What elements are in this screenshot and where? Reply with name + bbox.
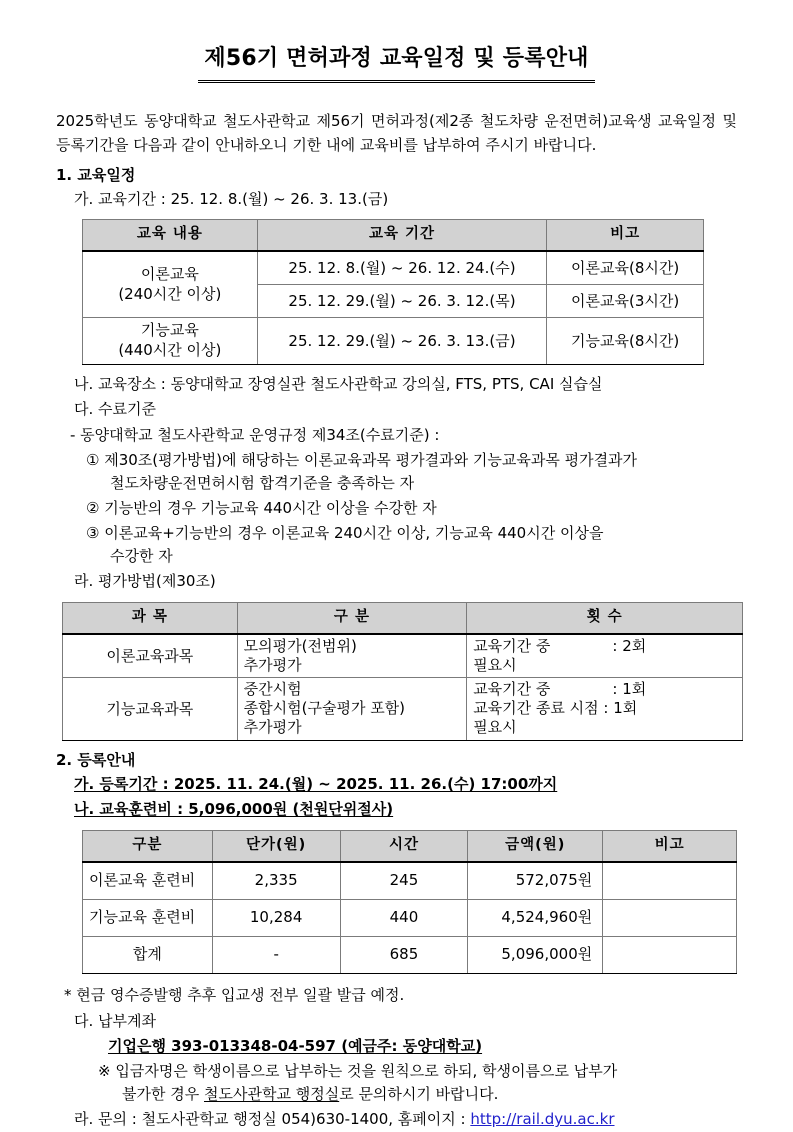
fee-cell-hours: 440 (340, 899, 468, 936)
schedule-content-hours: (240시간 이상) (118, 284, 222, 303)
fee-cell-hours: 245 (340, 862, 468, 900)
contact-text: 라. 문의 : 철도사관학교 행정실 054)630-1400, 홈페이지 : (74, 1110, 471, 1129)
evaluation-count-line: 교육기간 중 : 1회 (473, 679, 647, 698)
evaluation-division-line: 종합시험(구술평가 포함) (243, 699, 406, 718)
criteria-item-1 (86, 449, 737, 495)
criteria-text: 제30조(평가방법)에 해당하는 이론교육과목 평가결과와 기능교육과목 평가결과가 (104, 451, 638, 469)
schedule-cell-content-theory (83, 251, 258, 318)
evaluation-table-header-row (63, 602, 743, 633)
fee-header-division: 구분 (83, 830, 213, 861)
schedule-header-remark: 비고 (547, 220, 704, 251)
fee-table-header-row (83, 830, 737, 861)
schedule-cell-period: 25. 12. 8.(월) ~ 26. 12. 24.(수) (257, 251, 547, 285)
schedule-header-period: 교육 기간 (257, 220, 547, 251)
table-row (83, 251, 704, 285)
notice-line-2-pre: 불가한 경우 (122, 1085, 204, 1104)
section-2-heading: 2. 등록안내 (56, 750, 136, 769)
criteria-text: 이론교육+기능반의 경우 이론교육 240시간 이상, 기능교육 440시간 이상을 (104, 524, 604, 543)
schedule-cell-content-skill (83, 318, 258, 365)
fee-cell-unit-price: - (212, 936, 340, 973)
title-block (56, 42, 737, 83)
fee-cell-hours: 685 (340, 936, 468, 973)
tuition-fee-text: 나. 교육훈련비 : 5,096,000원 (천원단위절사) (74, 800, 394, 819)
fee-cell-amount: 572,075원 (468, 862, 603, 900)
notice-line-2 (122, 1083, 737, 1106)
bank-account-text: 기업은행 393-013348-04-597 (예금주: 동양대학교) (108, 1037, 483, 1056)
table-row (63, 634, 743, 678)
criteria-item-3 (86, 522, 737, 568)
fee-table (82, 830, 737, 974)
table-row (83, 936, 737, 973)
section-1-item-c: 다. 수료기준 (74, 400, 156, 419)
fee-cell-remark (603, 862, 737, 900)
evaluation-division-line: 추가평가 (243, 655, 302, 674)
criteria-text: 기능반의 경우 기능교육 440시간 이상을 수강한 자 (104, 499, 437, 518)
section-1-item-b: 나. 교육장소 : 동양대학교 장영실관 철도사관학교 강의실, FTS, PTS, CAI 실습실 (74, 374, 603, 393)
fee-cell-division-total: 합계 (83, 936, 213, 973)
schedule-cell-period: 25. 12. 29.(월) ~ 26. 3. 12.(목) (257, 285, 547, 318)
schedule-table-header-row (83, 220, 704, 251)
deposit-notice (98, 1060, 737, 1106)
schedule-content-name: 기능교육 (140, 321, 199, 340)
evaluation-count-line: 교육기간 종료 시점 : 1회 (473, 699, 638, 718)
table-row (83, 899, 737, 936)
evaluation-header-subject: 과 목 (63, 602, 238, 633)
criteria-number: ① (86, 451, 100, 469)
evaluation-division-line: 모의평가(전범위) (243, 636, 357, 655)
schedule-table (82, 219, 704, 364)
criteria-number: ② (86, 499, 100, 518)
evaluation-header-division: 구 분 (237, 602, 467, 633)
evaluation-cell-count (467, 634, 743, 678)
fee-cell-remark (603, 899, 737, 936)
section-1-item-a: 가. 교육기간 : 25. 12. 8.(월) ~ 26. 3. 13.(금) (74, 190, 389, 209)
fee-cell-remark (603, 936, 737, 973)
evaluation-cell-subject: 기능교육과목 (63, 677, 238, 740)
schedule-content-name: 이론교육 (140, 264, 199, 283)
notice-mark-icon: ※ (98, 1061, 111, 1080)
registration-period-text: 가. 등록기간 : 2025. 11. 24.(월) ~ 2025. 11. 26.(수) 17:00까지 (74, 775, 558, 794)
section-1-item-d: 라. 평가방법(제30조) (74, 572, 216, 591)
evaluation-cell-division (237, 677, 467, 740)
evaluation-count-line: 필요시 (473, 655, 517, 674)
evaluation-division-line: 중간시험 (243, 679, 302, 698)
fee-header-unit-price: 단가(원) (212, 830, 340, 861)
evaluation-header-count: 횟 수 (467, 602, 743, 633)
schedule-cell-remark: 이론교육(8시간) (547, 251, 704, 285)
section-2-item-d (74, 1108, 737, 1131)
fee-cell-unit-price: 10,284 (212, 899, 340, 936)
evaluation-cell-subject: 이론교육과목 (63, 634, 238, 678)
evaluation-table (62, 602, 743, 741)
page-title: 제56기 면허과정 교육일정 및 등록안내 (198, 42, 594, 83)
bank-account-info (108, 1035, 737, 1058)
fee-header-amount: 금액(원) (468, 830, 603, 861)
table-row (63, 677, 743, 740)
evaluation-cell-division (237, 634, 467, 678)
evaluation-count-line: 필요시 (473, 718, 517, 737)
fee-cell-amount: 5,096,000원 (468, 936, 603, 973)
homepage-link[interactable]: http://rail.dyu.ac.kr (470, 1110, 615, 1129)
section-2-item-a (74, 773, 737, 796)
notice-line-1: 입금자명은 학생이름으로 납부하는 것을 원칙으로 하되, 학생이름으로 납부가 (115, 1061, 618, 1080)
table-row (83, 862, 737, 900)
schedule-cell-remark: 이론교육(3시간) (547, 285, 704, 318)
fee-header-hours: 시간 (340, 830, 468, 861)
criteria-item-2 (86, 497, 737, 520)
fee-cell-unit-price: 2,335 (212, 862, 340, 900)
schedule-cell-remark: 기능교육(8시간) (547, 318, 704, 365)
notice-line-2-post: 로 문의하시기 바랍니다. (339, 1085, 499, 1104)
evaluation-division-line: 추가평가 (243, 718, 302, 737)
cash-receipt-note: * 현금 영수증발행 추후 입교생 전부 일괄 발급 예정. (64, 985, 405, 1004)
table-row (83, 318, 704, 365)
criteria-number: ③ (86, 524, 100, 543)
schedule-cell-period: 25. 12. 29.(월) ~ 26. 3. 13.(금) (257, 318, 547, 365)
schedule-header-content: 교육 내용 (83, 220, 258, 251)
evaluation-cell-count (467, 677, 743, 740)
criteria-text-cont: 수강한 자 (110, 547, 173, 566)
schedule-content-hours: (440시간 이상) (118, 341, 222, 360)
admin-office-underlined: 철도사관학교 행정실 (204, 1085, 340, 1104)
fee-cell-division: 이론교육 훈련비 (83, 862, 213, 900)
intro-paragraph: 2025학년도 동양대학교 철도사관학교 제56기 면허과정(제2종 철도차량 운전면허)교육생 교육일정 및 등록기간을 다음과 같이 안내하오니 기한 내에 교육비를 납부하여 주시기 바랍니다. (56, 112, 737, 155)
section-2-item-c: 다. 납부계좌 (74, 1012, 156, 1031)
section-2-item-b (74, 798, 737, 821)
criteria-text-cont: 철도차량운전면허시험 합격기준을 충족하는 자 (110, 474, 415, 493)
fee-header-remark: 비고 (603, 830, 737, 861)
section-1-heading: 1. 교육일정 (56, 165, 136, 184)
fee-cell-amount: 4,524,960원 (468, 899, 603, 936)
criteria-lead: - 동양대학교 철도사관학교 운영규정 제34조(수료기준) : (70, 425, 440, 444)
evaluation-count-line: 교육기간 중 : 2회 (473, 636, 647, 655)
fee-cell-division: 기능교육 훈련비 (83, 899, 213, 936)
